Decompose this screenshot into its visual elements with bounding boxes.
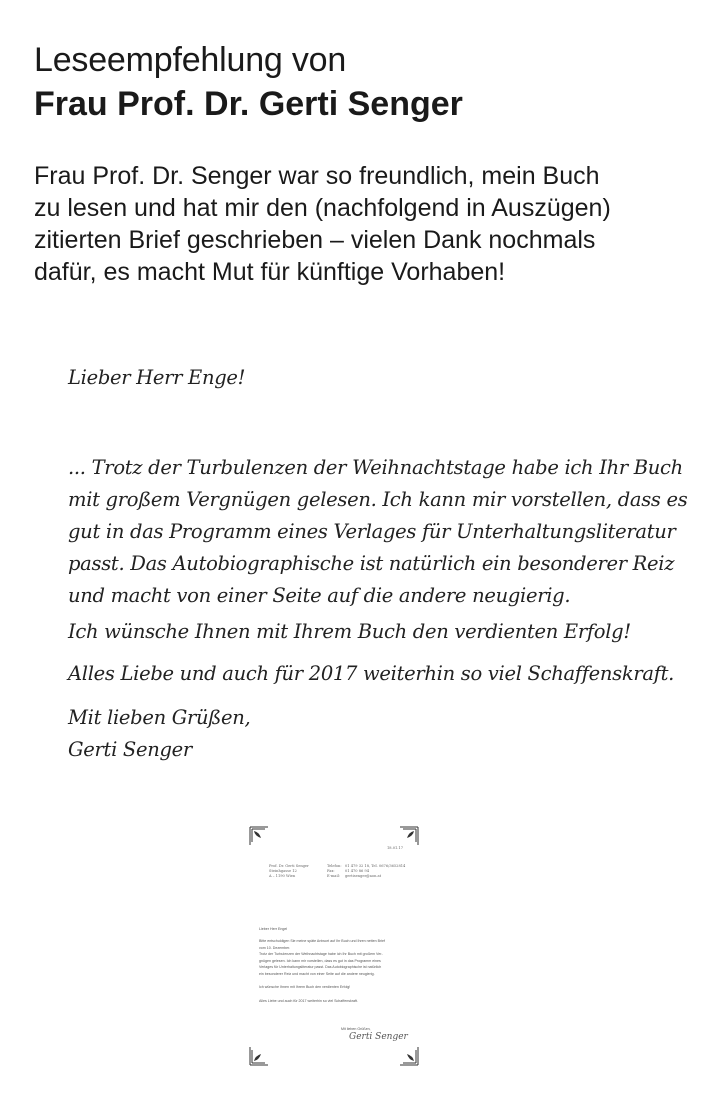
intro-line: zu lesen und hat mir den (nachfolgend in Auszügen)	[34, 194, 611, 222]
intro-line: zitierten Brief geschrieben – vielen Dank nochmals	[34, 226, 596, 254]
corner-ornament-icon	[399, 826, 419, 846]
scan-salutation: Lieber Herr Engel	[259, 927, 288, 931]
scan-contact-values: 01 479 32 18, Tel. 0676/3652814 01 470 86 94 gertisenger@aon.at	[345, 864, 406, 878]
corner-ornament-icon	[249, 826, 269, 846]
scan-sender: Prof. Dr. Gerti Senger Steinhgasse 12 A – 1190 Wien	[269, 864, 309, 878]
scan-closing: Mit lieben Grüßen,	[341, 1027, 371, 1031]
letter-salutation: Lieber Herr Enge!	[68, 366, 246, 389]
letter-body-line: mit großem Vergnügen gelesen. Ich kann mir vorstellen, dass es	[68, 488, 688, 511]
page-title-line2: Frau Prof. Dr. Gerti Senger	[34, 85, 463, 123]
letter-closing	[68, 702, 678, 766]
letter-body-line: ... Trotz der Turbulenzen der Weihnachtstage habe ich Ihr Buch	[68, 456, 683, 479]
intro-paragraph	[34, 160, 684, 288]
scan-signature: Gerti Senger	[349, 1032, 408, 1042]
page-title-line1: Leseempfehlung von	[34, 41, 347, 79]
scan-para1: Bitte entschuldigen Sie meine späte Antwort auf Ihr Buch und Ihren netten Brief vom 10. Dezember. Trotz der Turbulenzen der Weihnachtstage habe ich Ihr Buch mit großem Ver- gnügen gelesen. Ich kann mir vorstellen, dass es gut in das Programm eines Verlages für Unterhaltungsliteratur passt. Das Autobiographische ist natürlich ein besonderer Reiz und macht von einer Seite auf die andere neugierig.	[259, 939, 386, 976]
letter-body-line: gut in das Programm eines Verlages für Unterhaltungsliteratur	[68, 520, 676, 543]
letter-body-line: und macht von einer Seite auf die andere neugierig.	[68, 584, 571, 607]
scan-wish: Ich wünsche Ihnen mit Ihrem Buch den verdienten Erfolg!	[259, 985, 351, 989]
scan-regards: Alles Liebe und auch für 2017 weiterhin so viel Schaffenskraft.	[259, 999, 359, 1003]
scan-date: 18.01.17	[387, 846, 404, 850]
intro-line: dafür, es macht Mut für künftige Vorhaben!	[34, 258, 506, 286]
letter-regards: Alles Liebe und auch für 2017 weiterhin so viel Schaffenskraft.	[68, 662, 675, 685]
letter-wish: Ich wünsche Ihnen mit Ihrem Buch den verdienten Erfolg!	[68, 620, 631, 643]
letter-scan-thumbnail	[249, 826, 419, 1066]
scan-contact-labels: Telefon: Fax: E-mail:	[327, 864, 342, 878]
intro-line: Frau Prof. Dr. Senger war so freundlich, mein Buch	[34, 162, 600, 190]
letter-body	[68, 452, 688, 612]
closing-greeting: Mit lieben Grüßen,	[68, 706, 251, 729]
letter-body-line: passt. Das Autobiographische ist natürlich ein besonderer Reiz	[68, 552, 675, 575]
corner-ornament-icon	[249, 1046, 269, 1066]
closing-name: Gerti Senger	[68, 738, 192, 761]
corner-ornament-icon	[399, 1046, 419, 1066]
